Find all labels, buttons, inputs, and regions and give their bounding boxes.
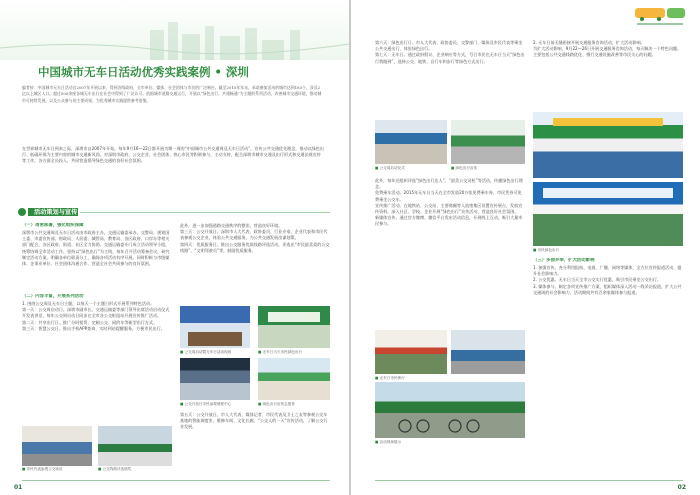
- r-caption-1: ■ 公交周启动仪式: [375, 166, 447, 171]
- photo-cycling: [375, 382, 525, 438]
- caption-6: ■ 公交线路评选颁奖: [98, 467, 172, 472]
- photo-volunteers: [258, 358, 330, 400]
- column2-text-a: 此外，进一步加强道路交通秩序的整治，营造良好环境。 第三天：公交开放日。深圳市人大代表、政协委员、行业专家，企业代表和市民代表参观公交企业，体验公共交通服务，为公共交通发展出谋划策。 第四天：优质服务日。推出公交服务优质线路评选活动，评选出“市民最喜爱的公交线路”、“文明驾驶员”等，鼓励优质服务。: [180, 223, 330, 253]
- right-page: [351, 0, 700, 495]
- r-column1-text-b: 此外，每年还组织评选“绿色出行达人”、“最美公交司机”等活动，传播绿色出行理念。 免费乘车活动。2015年无车日当天在全市发放20万张免费乘车券，市民凭券可免费乘坐公交车。 宣传推广活动。在地铁站、公交站、主要商圈等人流密集区设置宣传展台，发放宣传资料，深入社区、学校、企业开展“绿色出行”宣传活动，营造良好社会氛围。 新媒体宣传。通过官方微博、微信平台发布活动信息，开展线上互动，吸引大量市民参与。: [375, 178, 523, 227]
- photo-launch-ceremony: [180, 306, 250, 348]
- r-footer-rule: [375, 480, 683, 481]
- bus-logo-icon: [633, 4, 689, 30]
- photo-banner-stage: [533, 182, 683, 246]
- photo-stage-event: [258, 306, 330, 348]
- photo-exhibit-2: [451, 330, 525, 374]
- section-marker: [18, 208, 26, 216]
- intro-paragraph: 在世界城市无车日到来之际，深圳市自2007年开始，每年9月16—22日都开展为期一周的“中国城市公共交通周及无车日活动”，宣传公共交通优先理念，推动以绿色出行、低碳环保为主要内容的城市交通新风尚。对深圳市政府、公交企业、社会团体、热心市民等积极参与，主动支持，配合深圳市城市交通及出行形式和交通法规宣传等工作，各方面全员投入，共同营造倡导绿色交通的良好社会氛围。: [22, 146, 324, 164]
- caption-3: ■ 公交开放日市民参观调度中心: [180, 402, 252, 407]
- subhead-2: （二）内容丰富，开展系列活动: [22, 294, 84, 299]
- section-title: 活动策划与宣传: [34, 209, 78, 216]
- page-title: 中国城市无车日活动优秀实践案例 • 深圳: [38, 65, 249, 79]
- photo-bus-crowd: [375, 120, 447, 164]
- photo-bus-line: [451, 120, 525, 164]
- r-caption-4: ■ 活动现场展示: [375, 440, 525, 445]
- section-heading: [18, 205, 330, 219]
- photo-dispatch-center: [180, 358, 250, 400]
- r-column2-text-b: 1. 加强宣传。充分利用报纸、电视、广播、网络等媒体，全方位宣传报道活动，提升社会影响力。 2. 公交优惠。无车日当天全市公交实行优惠，吸引市民乘坐公交出行。 3. 媒体参与。制定各项宣传推广方案，组织媒体深入活动一线采访报道，扩大公共交通周的社会影响力，活动期间共有百余家媒体参与报道。: [533, 265, 682, 295]
- photo-citizens-visit: [22, 426, 92, 466]
- r-caption-3: ■ 无车日市民骑行: [375, 376, 447, 381]
- column2-text-b: 第五天：公交开放日，市人大代表、媒体记者、市民代表及卫士之友等参观公交车基地的智能调度室、维修车间、文化长廊，“公交人的一天”宣传活动，了解公交行业发展。: [180, 412, 328, 430]
- r-caption-5: ■ 市民绿色出行: [533, 248, 683, 253]
- photo-award: [98, 426, 172, 466]
- editor-note: 编者按：中国城市无车日活动自2007年开展以来，得到各级政府、全市单位、媒体、社会团体与市民的广泛响应。截至2015年年末，承诺参加活动的城市达到183个，涉及2亿以上城区人口。超过500余座各城无车出行在社会中得到了广泛认可。依据城市道路交通运行，开展以“绿色出行、共建畅通”为主题的系列活动，改善城市交通环境，推动城市可持续发展。以及公众参与的主要成果。为优秀城市实践提供参考借鉴。: [22, 85, 322, 103]
- page-number-left: 01: [14, 484, 23, 491]
- caption-5: ■ 市民代表参观公交场站: [22, 467, 94, 472]
- photo-bus-booth: [533, 112, 683, 178]
- r-subhead-3: （三）多措并举，扩大活动影响: [533, 258, 595, 263]
- page-number-right: 02: [677, 484, 686, 491]
- caption-1: ■ 公交周启动暨无车日活动现场: [180, 350, 252, 355]
- r-caption-2: ■ 绿色出行宣传: [451, 166, 525, 171]
- column1-text-a: 深圳市公共交通周及无车日活动由市政府主办，交通运输委承办，交警局、规划国土委、市委宣传部、财政局、人居委、城管局、教育局、各区政府、口岸办等相关部门配合，各区政府、街道、社区全力协助。交通运输委专门成立活动领导小组，统筹协调全市活动工作。坚持以“绿色出行”为主线，每年召开活动筹备会议，研究制定活动方案，明确各单位职责分工，确保各项活动有序开展。同时积极与市级媒体、企事业单位、社会团体沟通合作，营造全社会共同参与的良好氛围。: [22, 230, 170, 267]
- event-logo: [633, 4, 689, 30]
- section-rule: [80, 212, 330, 213]
- photo-exhibit-1: [375, 330, 447, 374]
- column1-text-b: 1. 围绕公交周及无车日主题，以每天一个主题日形式开展系列特色活动。 第一天：公交周启动日。深圳市副市长、交通运输委等部门领导出席活动启动仪式开发表讲话，每年公交周启动日同步在全市各公交枢纽站开展宣传推广活动。 第二天：共享出行日。推广分时租赁、定制公交、网约车等新型出行方式。 第三天：智慧公交日。推出手机APP查询、实时到站提醒服务，方便市民出行。: [22, 301, 170, 331]
- subhead-1: （一）周密部署，强化组织保障: [22, 223, 84, 228]
- caption-2: ■ 无车日当天市民绿色出行: [258, 350, 330, 355]
- cyclist-icon: [375, 382, 525, 438]
- r-column1-text-a: 第六天：绿色出行日。市人大代表、政协委员、交警部门、媒体及市民代表等乘坐公共交通出行，体验绿色出行。 第七天：无车日。通过政府倡议、企业响应等方式，号召市民在无车日当天“绿色出行我做到”，选择公交、地铁、自行车和步行等绿色方式出行。: [375, 40, 525, 64]
- caption-4: ■ 绿色出行宣传志愿者: [258, 402, 330, 407]
- skyline-illustration: [0, 0, 349, 60]
- left-page: [0, 0, 349, 495]
- footer-rule: [22, 480, 330, 481]
- r-column2-text-a: 2. 无车日前无缝衔接开展交通服务咨询活动，扩大活动影响。 为扩大活动影响，9月22—26日开展交通服务咨询活动，每天解决一个特色问题。主要包括公共交通线路优化、慢行交通设施改善等市民关心的问题。: [533, 40, 682, 58]
